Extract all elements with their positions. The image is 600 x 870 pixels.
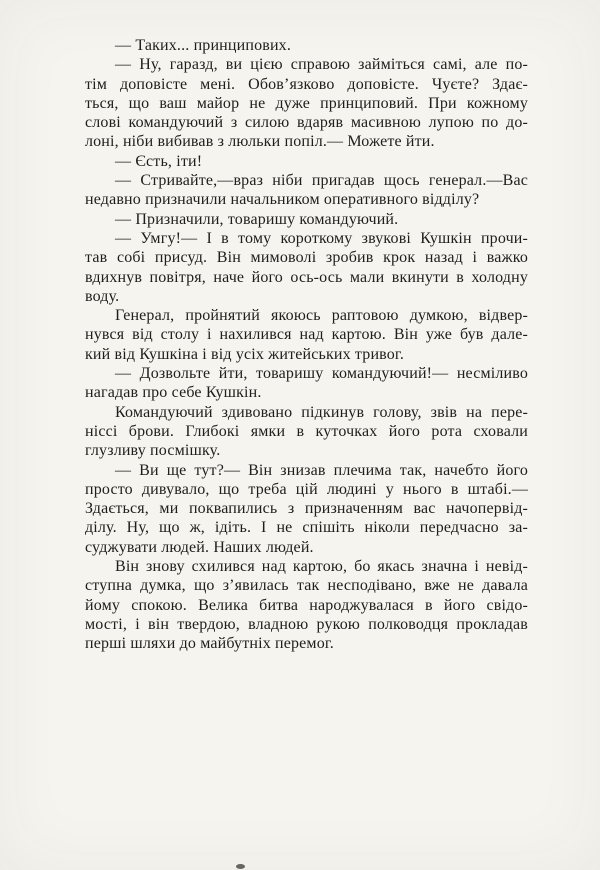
text-line: вдихнув повітря, наче його ось-ось мали вкинути в холодну [85,268,528,286]
text-line: ділу. Ну, що ж, ідіть. І не спішіть ніколи передчасно за- [85,519,528,537]
text-line: — Таких... принципових. [115,37,291,54]
text-line: ступна думка, що з’явилась так несподівано, вже не давала [85,577,528,595]
text-line: — Призначили, товаришу командуючий. [115,210,399,228]
text-line: — Ви ще тут?— Він знизав плечима так, начебто його [115,461,528,479]
text-line: ніссі брови. Глибокі ямки в куточках його рота сховали [85,422,528,440]
text-line: Командуючий здивовано підкинув голову, звів на пере- [115,403,528,421]
text-line: тім доповісте мені. Обов’язково доповісте. Чуєте? Здає- [85,75,528,93]
text-line: кий від Кушкіна і від усіх житейських тривог. [85,345,405,363]
text-line: нагадав про себе Кушкін. [85,384,262,402]
text-line: лоні, ніби вибивав з люльки попіл.— Можете йти. [85,133,435,151]
text-line: нувся від столу і нахилився над картою. Він уже був дале- [85,326,528,344]
page-text [85,36,528,654]
text-line: — Ну, гаразд, ви цією справою займіться самі, але по- [115,56,528,74]
text-line: суджувати людей. Наших людей. [85,538,314,556]
paragraph [85,36,528,55]
paragraph [85,557,528,653]
paragraph [85,306,528,364]
text-line: тав собі присуд. Він мимоволі зробив крок назад і важко [85,249,528,267]
paragraph [85,210,528,229]
text-line: — Єсть, іти! [115,152,203,170]
text-line: — Стривайте,—враз ніби пригадав щось генерал.—Вас [115,172,528,190]
text-line: йому спокою. Велика битва народжувалася в його свідо- [85,596,528,614]
text-line: недавно призначили начальником оперативного відділу? [85,191,480,209]
text-line: слові командуючий з силою вдаряв масивною лупою по до- [85,114,528,132]
text-line: — Умгу!— І в тому короткому звукові Кушкін прочи- [115,229,528,247]
text-line: — Дозвольте йти, товаришу командуючий!— несміливо [115,365,528,383]
scan-artifact [236,864,245,869]
text-line: Він знову схилився над картою, бо якась значна і невід- [115,558,528,576]
text-line: глузливу посмішку. [85,442,221,460]
text-line: мості, і він твердою, владною рукою полководця прокладав [85,615,528,633]
paragraph [85,229,528,306]
text-line: Здається, ми поквапились з призначенням вас начопервід- [85,500,528,518]
paragraph [85,171,528,210]
paragraph [85,461,528,557]
text-line: Генерал, пройнятий якоюсь раптовою думкою, відвер- [115,307,528,325]
text-line: просто дивувало, що треба цій людині у нього в штабі.— [85,480,528,498]
text-line: воду. [85,287,120,305]
text-line: перші шляхи до майбутніх перемог. [85,635,334,653]
paragraph [85,403,528,461]
paragraph [85,55,528,151]
paragraph [85,152,528,171]
paragraph [85,364,528,403]
text-line: ться, що ваш майор не дуже принциповий. При кожному [85,94,528,112]
